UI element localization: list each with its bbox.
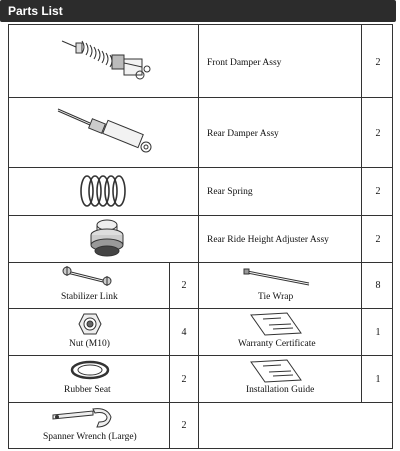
part-name: Rear Ride Height Adjuster Assy	[207, 235, 329, 245]
part-quantity: 1	[375, 327, 381, 338]
height-adjuster-icon	[87, 217, 127, 261]
rear-damper-icon	[54, 103, 164, 163]
row-divider	[9, 97, 392, 98]
part-name: Front Damper Assy	[207, 58, 282, 68]
rear-spring-icon	[77, 171, 133, 211]
part-name: Warranty Certificate	[238, 339, 316, 349]
part-name: Rear Damper Assy	[207, 129, 279, 139]
row-divider	[9, 167, 392, 168]
part-quantity: 8	[375, 280, 381, 291]
warranty-certificate-icon	[247, 311, 305, 337]
front-damper-icon	[54, 29, 154, 93]
row-divider	[9, 355, 392, 356]
part-quantity: 2	[181, 374, 187, 385]
part-quantity: 2	[375, 234, 381, 245]
row-divider	[9, 262, 392, 263]
installation-guide-icon	[247, 358, 305, 384]
column-divider	[169, 262, 170, 448]
part-quantity: 2	[181, 280, 187, 291]
part-name: Tie Wrap	[258, 292, 294, 302]
row-divider	[9, 308, 392, 309]
part-quantity: 2	[181, 420, 187, 431]
part-quantity: 1	[375, 374, 381, 385]
stabilizer-link-icon	[61, 265, 113, 287]
part-name: Installation Guide	[246, 385, 315, 395]
parts-list-header	[0, 0, 396, 22]
row-divider	[9, 215, 392, 216]
page-title: Parts List	[8, 4, 63, 18]
part-name: Rear Spring	[207, 187, 253, 197]
nut-icon	[77, 312, 103, 336]
rubber-seat-icon	[69, 359, 111, 381]
row-divider	[9, 402, 392, 403]
part-quantity: 4	[181, 327, 187, 338]
part-name: Stabilizer Link	[61, 292, 118, 302]
tie-wrap-icon	[243, 267, 313, 287]
parts-table	[8, 24, 393, 449]
part-name: Rubber Seat	[64, 385, 111, 395]
column-divider	[198, 25, 199, 448]
part-name: Spanner Wrench (Large)	[43, 432, 137, 442]
part-quantity: 2	[375, 57, 381, 68]
spanner-wrench-icon	[49, 405, 119, 431]
part-quantity: 2	[375, 186, 381, 197]
part-name: Nut (M10)	[69, 339, 110, 349]
part-quantity: 2	[375, 128, 381, 139]
column-divider	[361, 25, 362, 402]
